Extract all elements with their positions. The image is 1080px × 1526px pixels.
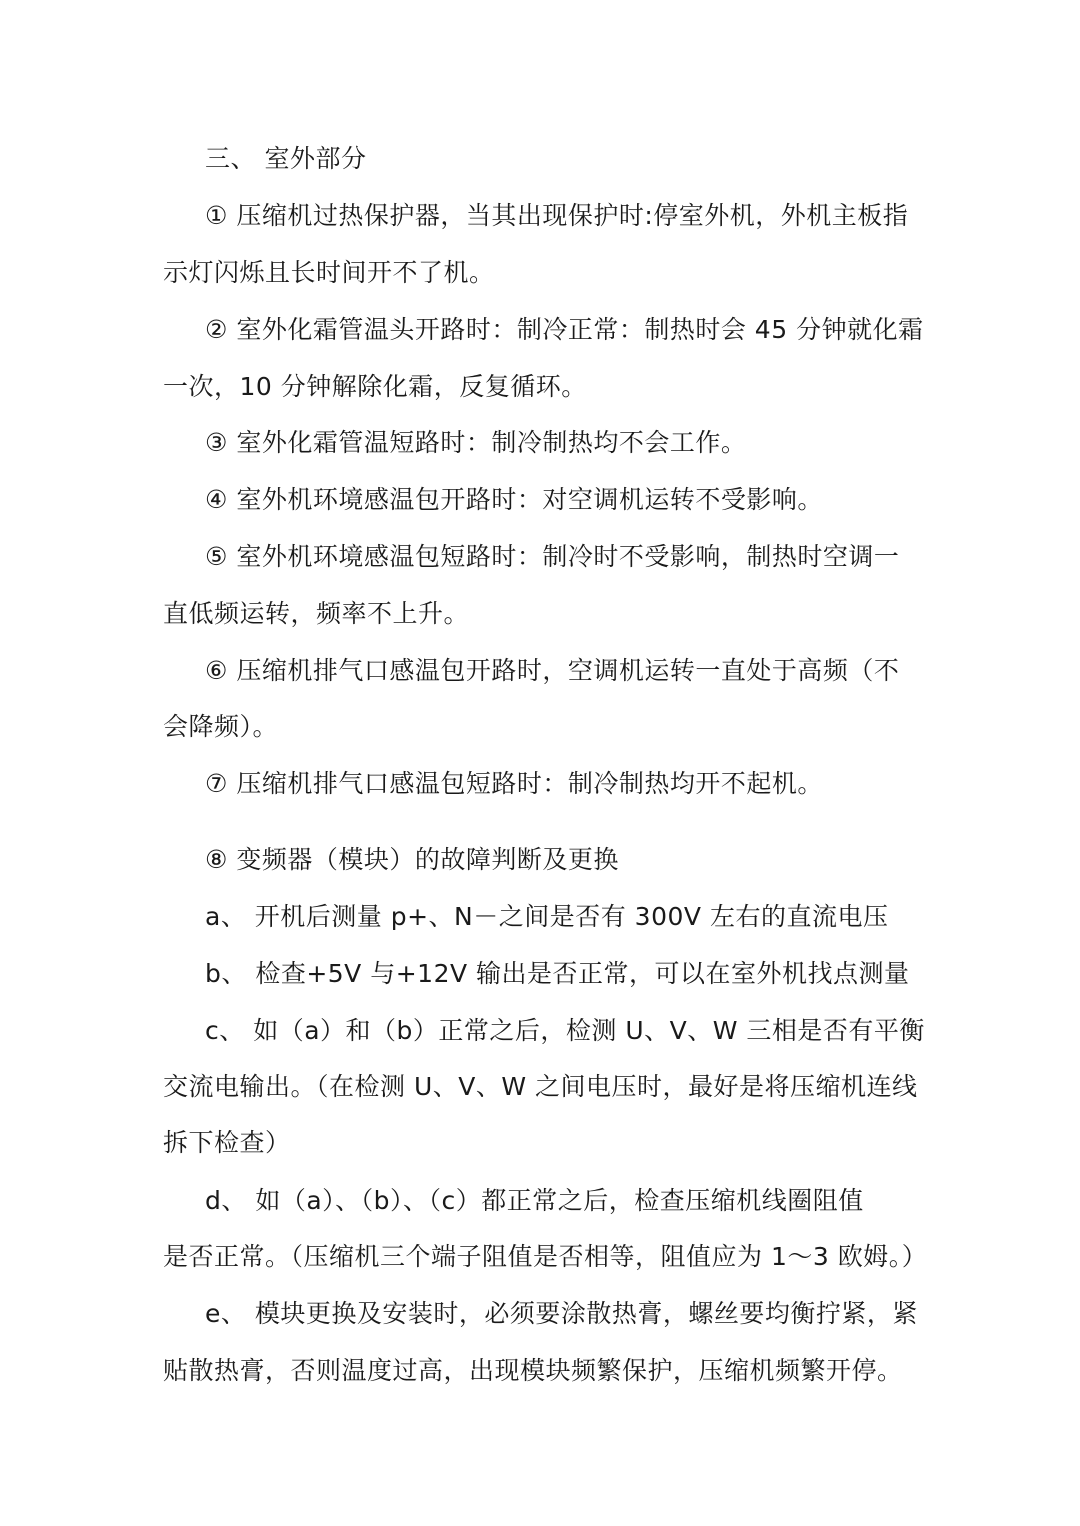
paragraph-line: ⑥ 压缩机排气口感温包开路时，空调机运转一直处于高频（不 [205,656,900,685]
section-heading: 三、 室外部分 [205,144,367,173]
paragraph-line: 会降频）。 [163,712,279,741]
paragraph-line: 示灯闪烁且长时间开不了机。 [163,258,495,287]
paragraph-line: ⑧ 变频器（模块）的故障判断及更换 [205,845,619,874]
paragraph-line: 直低频运转，频率不上升。 [163,599,470,628]
paragraph-line: ⑤ 室外机环境感温包短路时：制冷时不受影响，制热时空调一 [205,542,900,571]
paragraph-line: d、 如（a）、（b）、（c）都正常之后，检查压缩机线圈阻值 [205,1186,864,1215]
paragraph-line: e、 模块更换及安装时，必须要涂散热膏，螺丝要均衡拧紧，紧 [205,1299,918,1328]
paragraph-line: ④ 室外机环境感温包开路时：对空调机运转不受影响。 [205,485,823,514]
paragraph-line: b、 检查+5V 与+12V 输出是否正常，可以在室外机找点测量 [205,959,910,988]
paragraph-line: ① 压缩机过热保护器，当其出现保护时:停室外机，外机主板指 [205,201,909,230]
paragraph-line: 拆下检查） [163,1128,291,1157]
paragraph-line: ② 室外化霜管温头开路时：制冷正常：制热时会 45 分钟就化霜 [205,315,924,344]
paragraph-line: 是否正常。（压缩机三个端子阻值是否相等，阻值应为 1～3 欧姆。） [163,1242,928,1271]
paragraph-line: c、 如（a）和（b）正常之后，检测 U、V、W 三相是否有平衡 [205,1016,925,1045]
paragraph-line: ③ 室外化霜管温短路时：制冷制热均不会工作。 [205,428,747,457]
paragraph-line: 一次，10 分钟解除化霜，反复循环。 [163,372,587,401]
paragraph-line: 贴散热膏，否则温度过高，出现模块频繁保护，压缩机频繁开停。 [163,1356,903,1385]
paragraph-line: ⑦ 压缩机排气口感温包短路时：制冷制热均开不起机。 [205,769,823,798]
paragraph-line: 交流电输出。（在检测 U、V、W 之间电压时，最好是将压缩机连线 [163,1072,918,1101]
paragraph-line: a、 开机后测量 p+、N－之间是否有 300V 左右的直流电压 [205,902,889,931]
